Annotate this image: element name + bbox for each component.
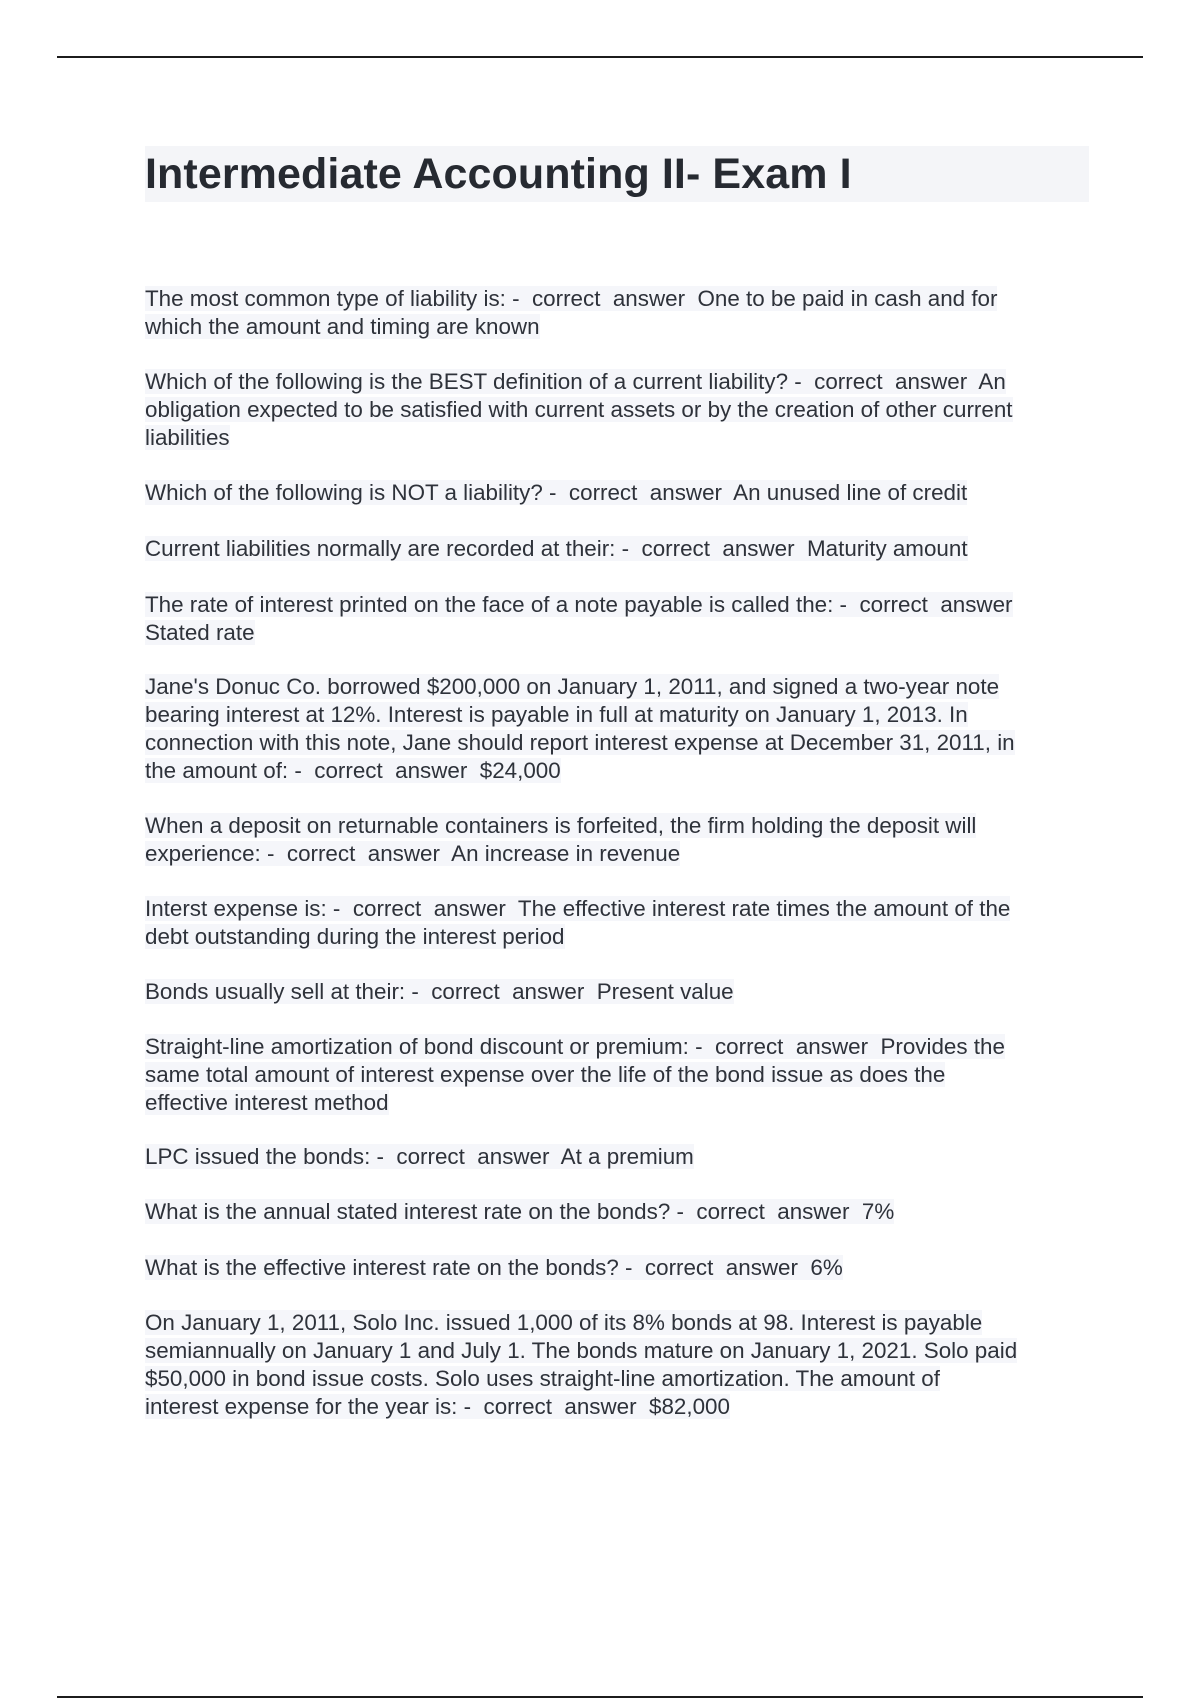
qa-item: [145, 895, 1010, 951]
qa-text: Which of the following is the BEST definition of a current liability? - correct answer An obligation expected to be satisfied with current assets or by the creation of other current liabilities: [145, 369, 1013, 450]
qa-item: [145, 368, 1013, 452]
qa-item: [145, 978, 734, 1006]
bottom-rule: [57, 1696, 1143, 1698]
qa-text: The rate of interest printed on the face of a note payable is called the: - correct answer Stated rate: [145, 592, 1013, 645]
qa-item: [145, 1254, 843, 1282]
qa-item: [145, 812, 976, 868]
qa-text: What is the effective interest rate on the bonds? - correct answer 6%: [145, 1255, 843, 1280]
qa-item: [145, 1198, 894, 1226]
qa-text: What is the annual stated interest rate on the bonds? - correct answer 7%: [145, 1199, 895, 1224]
qa-text: Jane's Donuc Co. borrowed $200,000 on January 1, 2011, and signed a two-year note bearing interest at 12%. Interest is payable in full at maturity on January 1, 2013. In connection with this note, Jane should report interest expense at December 31, 2011, in the amount of: - correct answer $24,000: [145, 674, 1015, 783]
qa-item: [145, 673, 1015, 785]
qa-text: Current liabilities normally are recorded at their: - correct answer Maturity amount: [145, 536, 968, 561]
qa-text: Interst expense is: - correct answer The effective interest rate times the amount of the debt outstanding during the interest period: [145, 896, 1011, 949]
qa-text: On January 1, 2011, Solo Inc. issued 1,000 of its 8% bonds at 98. Interest is payable semiannually on January 1 and July 1. The bonds mature on January 1, 2021. Solo paid $50,000 in bond issue costs. Solo uses straight-line amortization. The amount of interest expense for the year is: - correct answer $82,000: [145, 1310, 1018, 1419]
top-rule: [57, 56, 1143, 58]
qa-item: [145, 1033, 1005, 1117]
qa-item: [145, 535, 968, 563]
qa-text: Which of the following is NOT a liability? - correct answer An unused line of credit: [145, 480, 968, 505]
qa-text: LPC issued the bonds: - correct answer At a premium: [145, 1144, 694, 1169]
qa-item: [145, 479, 967, 507]
qa-item: [145, 285, 997, 341]
qa-text: Bonds usually sell at their: - correct answer Present value: [145, 979, 734, 1004]
qa-text: The most common type of liability is: - correct answer One to be paid in cash and for which the amount and timing are known: [145, 286, 998, 339]
page-title: Intermediate Accounting II- Exam I: [145, 146, 1089, 202]
qa-text: Straight-line amortization of bond discount or premium: - correct answer Provides the same total amount of interest expense over the life of the bond issue as does the effective interest method: [145, 1034, 1005, 1115]
qa-item: [145, 1143, 694, 1171]
qa-item: [145, 1309, 1017, 1421]
qa-item: [145, 591, 1013, 647]
qa-text: When a deposit on returnable containers is forfeited, the firm holding the deposit will experience: - correct answer An increase in revenue: [145, 813, 977, 866]
